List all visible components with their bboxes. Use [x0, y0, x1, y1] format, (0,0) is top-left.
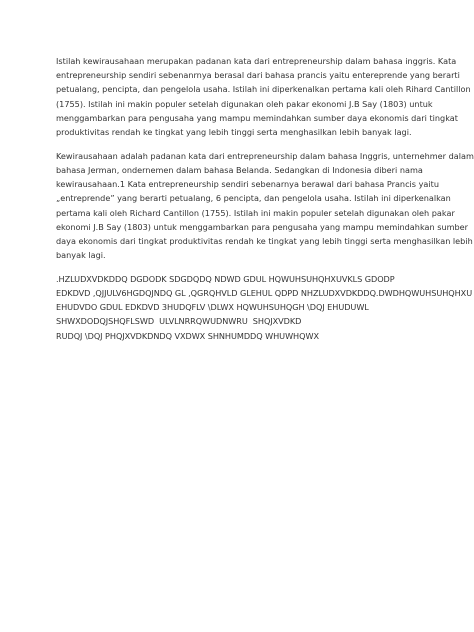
text-line: RUDQJ \DQJ PHQJXVDKDNDQ VXDWX SHNHUMDDQ WHUWHQWX [56, 330, 319, 341]
text-line: EHUDVDO GDUL EDKDVD 3HUDQFLV \DLWX HQWUHSUHQGH \DQJ EHUDUWL [56, 302, 369, 313]
text-line: petualang, pencipta, dan pengelola usaha. Istilah ini diperkenalkan pertama kali oleh Rihard Cantillon [56, 84, 471, 95]
text-line: entrepreneurship sendiri sebenanrnya berasal dari bahasa prancis yaitu entereprende yang berarti [56, 70, 460, 81]
text-line: daya ekonomis dari tingkat produktivitas rendah ke tingkat yang lebih tinggi serta menghasilkan lebih [56, 235, 473, 246]
text-line: Istilah kewirausahaan merupakan padanan kata dari entrepreneurship dalam bahasa inggris. Kata [56, 56, 457, 66]
paragraph-kewirausahaan-definition [56, 54, 471, 139]
text-line: pertama kali oleh Richard Cantillon (1755). Istilah ini makin populer setelah digunakan oleh pakar [56, 207, 455, 218]
document-body [56, 54, 474, 343]
text-line: kewirausahaan.1 Kata entrepreneurship sendiri sebenarnya berawal dari bahasa Prancis yaitu [56, 179, 440, 190]
text-line: bahasa Jerman, ondernemen dalam bahasa Belanda. Sedangkan di Indonesia diberi nama [56, 164, 423, 175]
paragraph-kewirausahaan-origin [56, 149, 474, 263]
text-line: ekonomi J.B Say (1803) untuk menggambarkan para pengusaha yang mampu memindahkan sumber [56, 221, 469, 232]
text-line: SHWXDODQJSHQFLSWD ULVLNRRQWUDNWRU SHQJXVDKD [56, 316, 302, 327]
paragraph-encoded-text [56, 272, 473, 343]
text-line: .HZLUDXVDKDDQ DGDODK SDGDQDQ NDWD GDUL HQWUHSUHQHXUVKLS GDODP [56, 273, 395, 284]
text-line: menggambarkan para pengusaha yang mampu memindahkan sumber daya ekonomis dari tingkat [56, 112, 458, 123]
text-line: produktivitas rendah ke tingkat yang lebih tinggi serta menghasilkan lebih banyak lagi. [56, 127, 412, 138]
text-line: (1755). Istilah ini makin populer setelah digunakan oleh pakar ekonomi J.B Say (1803) untuk [56, 98, 433, 109]
text-line: „entreprende” yang berarti petualang, 6 pencipta, dan pengelola usaha. Istilah ini diperkenalkan [56, 193, 451, 204]
text-line: banyak lagi. [56, 250, 106, 261]
text-line: EDKDVD ,QJJULV6HGDQJNDQ GL ,QGRQHVLD GLEHUL QDPD NHZLUDXVDKDDQ.DWDHQWUHSUHQHXU [56, 288, 473, 299]
text-line: Kewirausahaan adalah padanan kata dari entrepreneurship dalam bahasa Inggris, unternehmer dalam [56, 150, 474, 161]
